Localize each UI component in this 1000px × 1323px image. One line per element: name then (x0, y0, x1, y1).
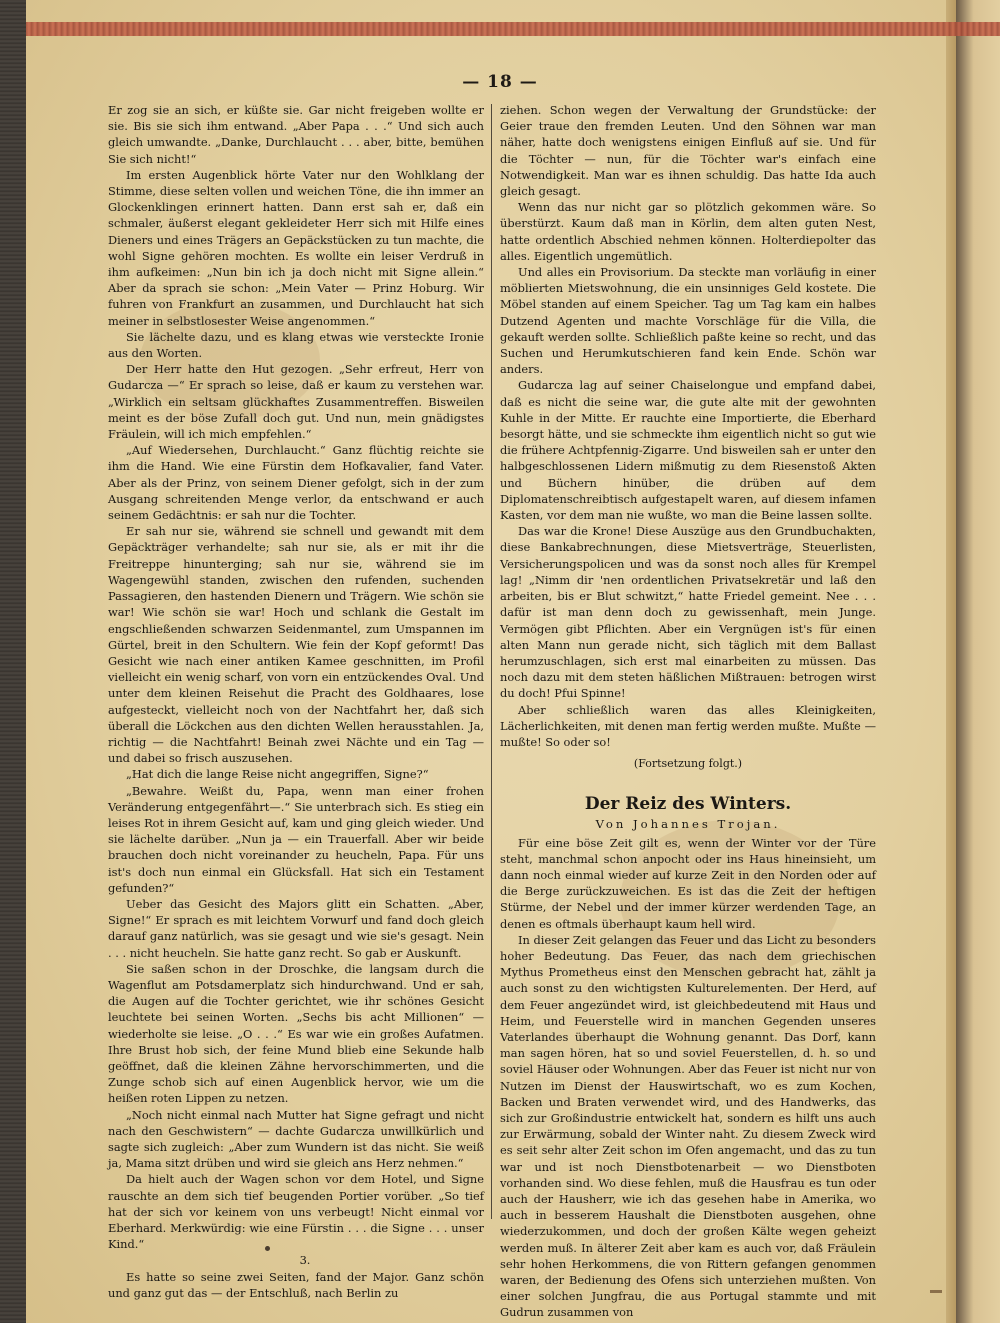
chapter-number: 3. (299, 1253, 311, 1268)
article-title: Der Reiz des Winters. (584, 794, 792, 815)
left-column (108, 102, 484, 1301)
paragraph: In dieser Zeit gelangen das Feuer und das Licht zu besonders hoher Bedeutung. Das Feuer, das nach dem griechischen Mythus Prometheus einst den Menschen gebracht hat, zählt ja auch sonst zu den wichtigsten Kulturelementen. Der Herd, auf dem Feuer angezündet wird, ist gleichbedeutend mit Haus und Heim, und Feuerstelle wird in manchen Gegenden unseres Vaterlandes überhaupt die Wohnung genannt. Das Dorf, kann man sagen hören, hat so und soviel Feuerstellen, d. h. so und soviel Häuser oder Wohnungen. Aber das Feuer ist nicht nur von Nutzen im Dienst der Hauswirtschaft, wo es zum Kochen, Backen und Braten verwendet wird, und des Handwerks, das sich zur Großindustrie entwickelt hat, sondern es hilft uns auch zur Erwärmung, sobald der Winter naht. Zu diesem Zweck wird es seit sehr alter Zeit schon im Ofen angemacht, und das zu tun war und ist noch Dienstbotenarbeit — wo Dienstboten vorhanden sind. Wo diese fehlen, muß die Hausfrau es tun oder auch der Hausherr, wie ich das gesehen habe in Amerika, wo auch in besserem Haushalt die Dienstboten ausgehen, ohne wiederzukommen, und doch der großen Kälte wegen geheizt werden muß. In älterer Zeit aber kam es auch vor, daß Fräulein sehr hohen Herkommens, die von Rittern gefangen genommen waren, der Bedienung des Ofens sich unterziehen mußten. Von einer solchen Jungfrau, die aus Portugal stammte und mit Gudrun zusammen von (500, 932, 876, 1320)
paragraph: Gudarcza lag auf seiner Chaiselongue und empfand dabei, daß es nicht die seine war, die gute alte mit der gewohnten Kuhle in der Mitte. Er rauchte eine Importierte, die Eberhard besorgt hätte, und sie schmeckte ihm eigentlich nicht so gut wie die frühere Achtpfennig-Zigarre. Und bisweilen sah er unter den halbgeschlossenen Lidern mißmutig zu dem Riesenstoß Akten und Büchern hinüber, die drüben auf dem Diplomatenschreibtisch aufgestapelt waren, auf diesem infamen Kasten, vor dem man nie wußte, wo man die Beine lassen sollte. (500, 378, 876, 523)
paragraph: Da hielt auch der Wagen schon vor dem Hotel, und Signe rauschte an dem sich tief beugenden Portier vorüber. „So tief hat der sich vor keinem von uns verbeugt! Nicht einmal vor Eberhard. Merkwürdig: wie eine Fürstin . . . die Signe . . . unser Kind.“ (108, 1172, 484, 1252)
paragraph: „Bewahre. Weißt du, Papa, wenn man einer frohen Veränderung entgegenfährt—.“ Sie unterbrach sich. Es stieg ein leises Rot in ihrem Gesicht auf, kam und ging gleich wieder. Und sie lächelte darüber. „Nun ja — ein Trauerfall. Aber wir beide brauchen doch nicht voreinander zu heucheln, Papa. Für uns ist's doch nun einmal ein Glücksfall. Hat sich ein Testament gefunden?“ (108, 783, 484, 895)
paragraph: Für eine böse Zeit gilt es, wenn der Winter vor der Türe steht, manchmal schon anpocht oder ins Haus hineinsieht, um dann noch einmal wieder auf kurze Zeit in den Norden oder auf die Berge zurückzuweichen. Es ist das die Zeit der heftigen Stürme, der Nebel und der immer kürzer werdenden Tage, an denen es oftmals überhaupt kaum hell wird. (500, 835, 876, 931)
paragraph: „Noch nicht einmal nach Mutter hat Signe gefragt und nicht nach den Geschwistern“ — dachte Gudarcza unwillkürlich und sagte sich zugleich: „Aber zum Wundern ist das nicht. Sie weiß ja, Mama sitzt drüben und wird sie gleich ans Herz nehmen.“ (108, 1107, 484, 1171)
paragraph: Ueber das Gesicht des Majors glitt ein Schatten. „Aber, Signe!“ Er sprach es mit leichtem Vorwurf und fand doch gleich darauf ganz natürlich, was sie gesagt und wie sie's gesagt. Nein . . . nicht heucheln. Sie hatte ganz recht. So gab er Auskunft. (108, 896, 484, 960)
paragraph: „Auf Wiedersehen, Durchlaucht.“ Ganz flüchtig reichte sie ihm die Hand. Wie eine Fürstin dem Hofkavalier, fand Vater. Aber als der Prinz, von seinem Diener gefolgt, sich in der zum Ausgang schreitenden Menge verlor, da entschwand er auch seinem Gedächtnis: er sah nur die Tochter. (108, 443, 484, 523)
paragraph: Der Herr hatte den Hut gezogen. „Sehr erfreut, Herr von Gudarcza —“ Er sprach so leise, daß er kaum zu verstehen war. „Wirklich ein seltsam glückhaftes Zusammentreffen. Bisweilen meint es der böse Zufall doch gut. Und nun, mein gnädigstes Fräulein, will ich mich empfehlen.“ (108, 362, 484, 442)
book-spine (0, 0, 26, 1323)
paragraph: Er zog sie an sich, er küßte sie. Gar nicht freigeben wollte er sie. Bis sie sich ihm entwand. „Aber Papa . . .“ Und sich auch gleich umwandte. „Danke, Durchlaucht . . . aber, bitte, bemühen Sie sich nicht!“ (108, 103, 484, 166)
paper-edge (946, 0, 956, 1323)
paragraph: Und alles ein Provisorium. Da steckte man vorläufig in einer möblierten Mietswohnung, die ein unsinniges Geld kostete. Die Möbel standen auf einem Speicher. Tag um Tag kam ein halbes Dutzend Agenten und machte Vorschläge für die Villa, die gekauft werden sollte. Schließlich paßte keine so recht, und das Suchen und Herumkutschieren fand kein Ende. Schön war anders. (500, 265, 876, 377)
adjacent-page-edge (956, 0, 1000, 1323)
column-divider (491, 104, 492, 1219)
ink-dot (265, 1246, 270, 1251)
corner-mark (930, 1290, 942, 1293)
paragraph: „Hat dich die lange Reise nicht angegriffen, Signe?“ (126, 767, 429, 782)
paragraph: Sie saßen schon in der Droschke, die langsam durch die Wagenflut am Potsdamerplatz sich hindurchwand. Und er sah, die Augen auf die Tochter gerichtet, wie ihr schönes Gesicht leuchtete bei seinen Worten. „Sechs bis acht Millionen“ — wiederholte sie leise. „O . . .“ Es war wie ein großes Aufatmen. Ihre Brust hob sich, der feine Mund blieb eine Sekunde halb geöffnet, daß die kleinen Zähne hervorschimmerten, und die Zunge schob sich auf einen Augenblick hervor, wie um die heißen roten Lippen zu netzen. (108, 961, 484, 1106)
right-column (500, 102, 876, 1321)
paragraph: Im ersten Augenblick hörte Vater nur den Wohlklang der Stimme, diese selten vollen und weichen Töne, die ihn immer an Glockenklingen erinnert hatten. Dann erst sah er, daß ein schmaler, äußerst elegant gekleideter Herr sich mit Hilfe eines Dieners und eines Trägers an Gepäckstücken zu tun machte, die wohl Signe gehören mochten. Es wollte ein leiser Verdruß in ihm aufkeimen: „Nun bin ich ja doch nicht mit Signe allein.“ Aber da sprach sie schon: „Mein Vater — Prinz Hoburg. Wir fuhren von Frankfurt an zusammen, und Durchlaucht hat sich meiner in selbstlosester Weise angenommen.“ (108, 167, 484, 328)
paragraph: Es hatte so seine zwei Seiten, fand der Major. Ganz schön und ganz gut das — der Entschluß, nach Berlin zu (108, 1269, 484, 1300)
paragraph: Er sah nur sie, während sie schnell und gewandt mit dem Gepäckträger verhandelte; sah nur sie, als er mit ihr die Freitreppe hinunterging; sah nur sie, während sie im Wagengewühl standen, zwischen den rufenden, suchenden Passagieren, den hastenden Dienern und Trägern. Wie schön sie war! Wie schön sie war! Hoch und schlank die Gestalt im engschließenden schwarzen Seidenmantel, zum Umspannen im Gürtel, breit in den Schultern. Wie fein der Kopf geformt! Das Gesicht wie nach einer antiken Kamee geschnitten, im Profil vielleicht ein wenig scharf, von vorn ein entzückendes Oval. Und unter dem kleinen Reisehut die Pracht des Goldhaares, lose aufgesteckt, vielleicht noch von der Nachtfahrt her, daß sich überall die Löckchen aus den dichten Wellen herausstahlen. Ja, richtig — die Nachtfahrt! Beinah zwei Nächte und ein Tag — und dabei so frisch auszusehen. (108, 524, 484, 766)
paragraph: Das war die Krone! Diese Auszüge aus den Grundbuchakten, diese Bankabrechnungen, diese Mietsverträge, Steuerlisten, Versicherungspolicen und was da sonst noch alles für Krempel lag! „Nimm dir 'nen ordentlichen Privatsekretär und laß den arbeiten, bis er Blut schwitzt,“ hatte Friedel gemeint. Nee . . . dafür ist man denn doch zu gewissenhaft, mein Junge. Vermögen gibt Pflichten. Aber ein Vergnügen ist's für einen alten Mann nun gerade nicht, sich täglich mit dem Ballast herumzuschlagen, sich erst mal einarbeiten zu müssen. Das noch dazu mit dem steten häßlichen Mißtrauen: betrogen wirst du doch! Pfui Spinne! (500, 524, 876, 701)
paragraph: Aber schließlich waren das alles Kleinigkeiten, Lächerlichkeiten, mit denen man fertig werden mußte. Mußte — mußte! So oder so! (500, 702, 876, 749)
article-author: Von Johannes Trojan. (595, 817, 781, 832)
paragraph: Wenn das nur nicht gar so plötzlich gekommen wäre. So überstürzt. Kaum daß man in Körlin, dem alten guten Nest, hatte ordentlich Abschied nehmen können. Holterdiepolter das alles. Eigentlich ungemütlich. (500, 200, 876, 263)
red-page-edge-band (26, 22, 1000, 36)
page-number: — 18 — (462, 72, 538, 92)
paragraph: ziehen. Schon wegen der Verwaltung der Grundstücke: der Geier traue den fremden Leuten. Und den Söhnen war man näher, hatte doch wenigstens einigen Einfluß auf sie. Und für die Töchter — nun, für die Töchter war's einfach eine Notwendigkeit. Man war es ihnen schuldig. Das hatte Ida auch gleich gesagt. (500, 103, 876, 199)
paragraph: Sie lächelte dazu, und es klang etwas wie versteckte Ironie aus den Worten. (108, 329, 484, 361)
continuation-note: (Fortsetzung folgt.) (633, 757, 743, 771)
